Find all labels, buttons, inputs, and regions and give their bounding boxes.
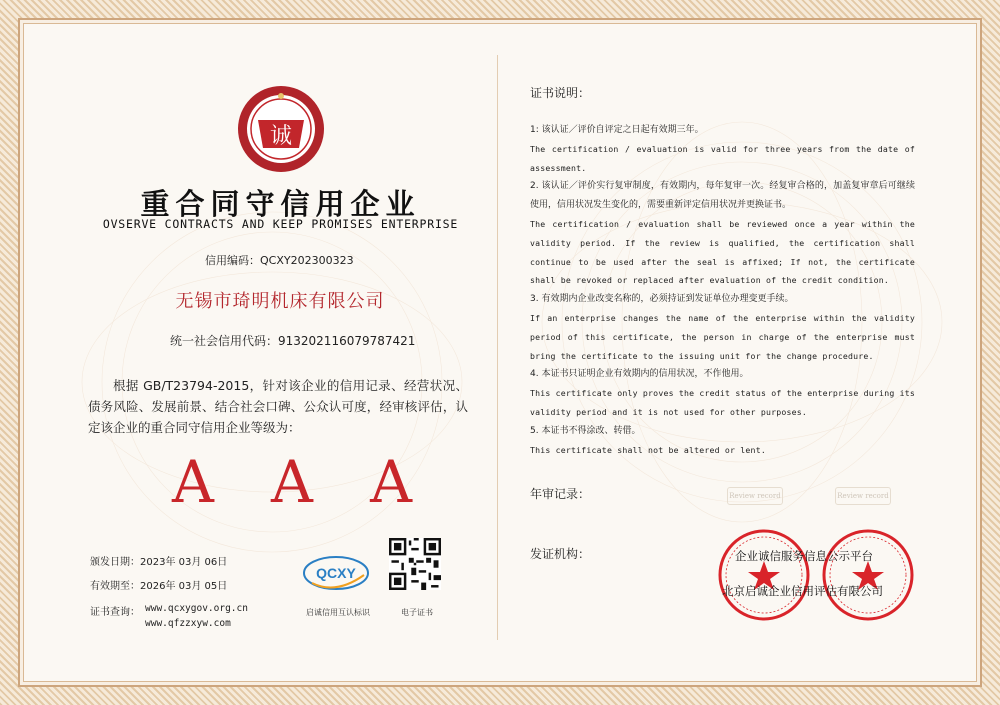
- logo-text: QCXY: [316, 565, 356, 581]
- emblem-center-text: 诚: [269, 124, 293, 149]
- qcxy-logo-icon: [302, 553, 374, 593]
- query-url-1[interactable]: www.qcxygov.org.cn: [145, 603, 248, 614]
- certificate-notes: [530, 84, 915, 459]
- annual-review-label: 年审记录：: [530, 487, 591, 501]
- note-en: If an enterprise changes the name of the enterprise within the validity period of this certificate, the person in charge of the enterprise must bring the certificate to the issuing unit for the change procedure.: [530, 312, 915, 361]
- issuer-label: 发证机构：: [530, 547, 591, 561]
- note-en: The certification / evaluation shall be reviewed once a year within the validity period. If the review is qualified, the certification shall continue to be used after the seal is affixed; If not, the certificate shall be revoked or replaced after evaluation of the credit condition.: [530, 218, 915, 286]
- query-url-2[interactable]: www.qfzzxyw.com: [145, 618, 231, 629]
- issuer-name-1: 企业诚信服务信息公示平台: [735, 549, 873, 563]
- assessment-statement: 根据 GB/T23794-2015，针对该企业的信用记录、经营状况、债务风险、发展前景、结合社会口碑、公众认可度，经审核评估，认定该企业的重合同守信用企业等级为：: [88, 378, 468, 435]
- note-cn: 5. 本证书不得涂改、转借。: [530, 425, 641, 436]
- note-en: The certification / evaluation is valid for three years from the date of assessment.: [530, 143, 915, 173]
- note-cn: 1: 该认证／评价自评定之日起有效期三年。: [530, 125, 704, 135]
- note-cn: 3. 有效期内企业改变名称的，必须持证到发证单位办理变更手续。: [530, 294, 794, 305]
- note-cn: 4. 本证书只证明企业有效期内的信用状况，不作他用。: [530, 369, 749, 380]
- review-stamp: Review record: [835, 487, 891, 505]
- credit-grade: [172, 448, 412, 516]
- credit-emblem-icon: [236, 84, 326, 174]
- issuer-name-2: 北京启诚企业信用评估有限公司: [722, 584, 883, 598]
- issue-date: 颁发日期：2023年 03月 06日: [90, 557, 228, 568]
- review-stamp: Review record: [727, 487, 783, 505]
- note-en: This certificate shall not be altered or lent.: [530, 444, 766, 455]
- certificate-title-cn: 重合同守信用企业: [140, 187, 421, 221]
- logo-caption: 启诚信用互认标识: [306, 608, 370, 617]
- unified-social-credit-code: 统一社会信用代码：913202116079787421: [170, 334, 416, 348]
- company-name: 无锡市琦明机床有限公司: [175, 291, 385, 312]
- note-cn: 2. 该认证／评价实行复审制度，有效期内，每年复审一次。经复审合格的，加盖复审章后可继续使用，信用状况发生变化的，需要重新评定信用状况并更换证书。: [530, 181, 915, 211]
- note-en: This certificate only proves the credit status of the enterprise during its validity period and it is not used for other purposes.: [530, 388, 915, 417]
- valid-until-date: 有效期至：2026年 03月 05日: [90, 581, 228, 592]
- red-seal-icon: [820, 527, 916, 623]
- center-divider: [497, 55, 498, 640]
- credit-code: 信用编码：QCXY202300323: [205, 254, 354, 267]
- qr-caption: 电子证书: [401, 608, 433, 617]
- certificate-title-en: OVSERVE CONTRACTS AND KEEP PROMISES ENTERPRISE: [102, 217, 459, 231]
- red-seal-icon: [716, 527, 812, 623]
- qr-code-icon[interactable]: [389, 538, 441, 590]
- grade-letter: A: [370, 448, 412, 516]
- grade-letter: A: [172, 448, 214, 516]
- grade-letter: A: [271, 448, 313, 516]
- notes-title: 证书说明：: [530, 86, 591, 100]
- query-label: 证书查询：: [90, 607, 140, 618]
